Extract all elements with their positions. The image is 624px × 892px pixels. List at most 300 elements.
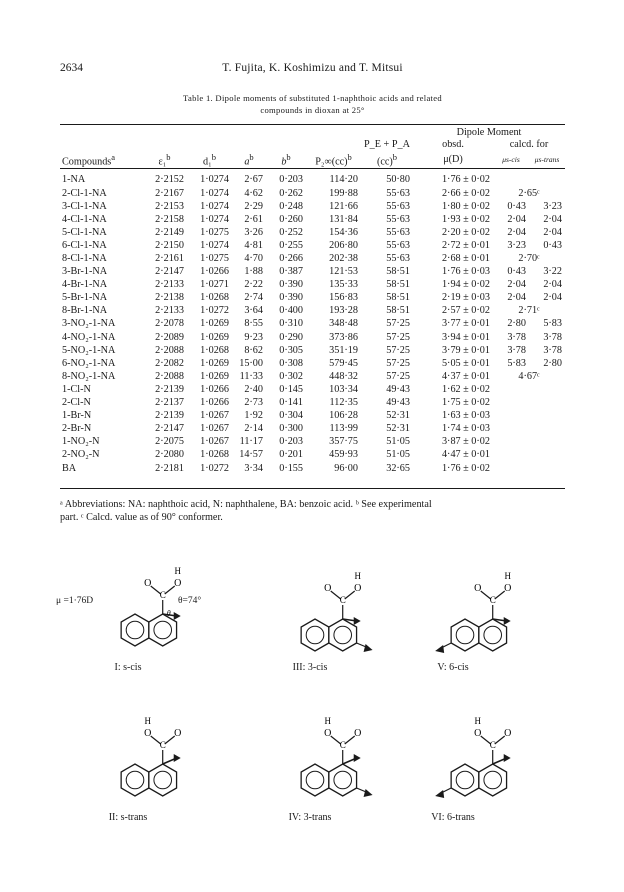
arrow-head <box>504 754 511 762</box>
eps-cell: 2·2078 <box>155 318 184 330</box>
mu-trans-cell <box>529 422 565 435</box>
oxygen-atom: O <box>324 728 332 739</box>
mu-trans-cell <box>529 435 565 448</box>
b-cell: 0·305 <box>279 344 303 356</box>
structure-label: III: 3-cis <box>292 662 328 673</box>
b-cell: 0·390 <box>279 279 303 291</box>
mu-obsd-cell: 1·75 ± 0·02 <box>441 397 490 409</box>
header-pe-pa: P_E + P_A <box>364 139 410 150</box>
a-cell: 1·88 <box>244 266 263 278</box>
mu-cis-cell: 2·80 <box>507 318 526 330</box>
d-cell: 1·0268 <box>200 344 229 356</box>
ring-right <box>149 764 177 796</box>
mu-cis-cell: 2·04 <box>507 226 526 238</box>
table-row <box>60 186 565 199</box>
mu-calcd-90-cell: 2·71ᶜ <box>518 305 540 317</box>
p2-cell: 106·28 <box>329 410 358 422</box>
d-cell: 1·0266 <box>200 266 229 278</box>
eps-cell: 2·2075 <box>155 436 184 448</box>
p2-cell: 114·20 <box>329 174 358 186</box>
b-cell: 0·290 <box>279 331 303 343</box>
compound-cell: 8-NO₂-1-NA <box>62 370 116 382</box>
eps-cell: 2·2133 <box>155 305 184 317</box>
compound-cell: 2-Br-N <box>62 423 92 435</box>
compound-cell: 1-NO₂-N <box>62 436 100 448</box>
p2-cell: 121·53 <box>329 266 358 278</box>
table-row <box>60 331 565 344</box>
mu-trans-cell: 2·04 <box>543 226 562 238</box>
p2-cell: 156·83 <box>329 292 358 304</box>
hydrogen-atom: H <box>354 571 361 581</box>
compound-cell: 5-NO₂-1-NA <box>62 344 116 356</box>
mu-cis-cell: 3·23 <box>507 239 526 251</box>
a-cell: 9·23 <box>244 331 263 343</box>
carbon-atom: C <box>339 595 346 605</box>
structure-label: I: s-cis <box>114 662 142 673</box>
oxygen-atom: O <box>504 728 512 739</box>
p2-cell: 113·99 <box>329 423 358 435</box>
b-cell: 0·141 <box>279 397 303 409</box>
compound-cell: 3-Br-1-NA <box>62 266 108 278</box>
oxygen-atom: O <box>474 583 482 594</box>
b-cell: 0·302 <box>279 370 303 382</box>
eps-cell: 2·2080 <box>155 449 184 461</box>
mu-trans-cell: 0·43 <box>543 239 562 251</box>
ring-right <box>329 764 357 796</box>
aromatic-circle <box>334 626 352 644</box>
pe-pa-cell: 57·25 <box>386 357 410 369</box>
b-cell: 0·145 <box>279 383 303 395</box>
pe-pa-cell: 32·65 <box>386 462 410 474</box>
a-cell: 8·55 <box>244 318 263 330</box>
mu-cis-cell <box>493 448 529 461</box>
eps-cell: 2·2138 <box>155 292 184 304</box>
eps-cell: 2·2147 <box>155 423 184 435</box>
b-cell: 0·400 <box>279 305 303 317</box>
b-cell: 0·248 <box>279 200 303 212</box>
header-cc: (cc)$^b$ <box>376 152 398 168</box>
carbon-atom: C <box>339 740 346 750</box>
aromatic-circle <box>334 771 352 789</box>
mu-cis-cell <box>493 396 529 409</box>
eps-cell: 2·2139 <box>155 410 184 422</box>
pe-pa-cell: 51·05 <box>386 436 410 448</box>
hydrogen-atom: H <box>144 716 151 726</box>
mu-obsd-cell: 1·76 ± 0·02 <box>441 174 490 186</box>
a-cell: 2·40 <box>244 383 263 395</box>
a-cell: 3·64 <box>244 305 263 317</box>
a-cell: 2·73 <box>244 397 263 409</box>
eps-cell: 2·2139 <box>155 383 184 395</box>
b-cell: 0·252 <box>279 226 303 238</box>
mu-obsd-cell: 4·47 ± 0·01 <box>441 449 490 461</box>
p2-cell: 131·84 <box>329 213 358 225</box>
oxygen-atom: O <box>144 728 152 739</box>
a-cell: 2·61 <box>244 213 263 225</box>
pe-pa-cell: 55·63 <box>386 253 410 264</box>
b-cell: 0·300 <box>279 423 303 435</box>
mu-obsd-cell: 1·74 ± 0·03 <box>441 423 490 435</box>
d-cell: 1·0274 <box>200 174 229 186</box>
d-cell: 1·0275 <box>200 226 229 238</box>
b-cell: 0·201 <box>279 449 303 461</box>
pe-pa-cell: 55·63 <box>386 226 410 238</box>
compound-cell: 4-Br-1-NA <box>62 279 108 291</box>
mu-trans-cell <box>529 173 565 186</box>
mu-trans-cell: 2·80 <box>543 357 562 369</box>
structure-svg <box>420 560 550 665</box>
oxygen-atom: O <box>324 583 332 594</box>
structure-label: II: s-trans <box>108 812 148 823</box>
b-cell: 0·390 <box>279 292 303 304</box>
eps-cell: 2·2149 <box>155 226 184 238</box>
a-cell: 15·00 <box>239 357 263 369</box>
mu-trans-cell: 2·04 <box>543 292 562 304</box>
dipole-value-label: μ =1·76D <box>56 596 94 606</box>
mu-cis-cell: 3·78 <box>507 331 526 343</box>
mu-obsd-cell: 3·77 ± 0·01 <box>441 318 490 330</box>
a-cell: 1·92 <box>244 410 263 422</box>
a-cell: 2·22 <box>244 279 263 291</box>
mu-cis-cell <box>493 422 529 435</box>
pe-pa-cell: 57·25 <box>386 370 410 382</box>
oxygen-atom: O <box>504 583 512 594</box>
table-row <box>60 422 565 435</box>
p2-cell: 579·45 <box>329 357 358 369</box>
header-p2: P₂∞(cc)$^b$ <box>315 152 352 168</box>
d-cell: 1·0266 <box>200 383 229 395</box>
ring-left <box>451 619 479 651</box>
a-cell: 14·57 <box>239 449 263 461</box>
carbon-atom: C <box>159 590 166 600</box>
mu-cis-cell: 2·04 <box>507 213 526 225</box>
mu-obsd-cell: 4·37 ± 0·01 <box>441 370 490 382</box>
mu-cis-cell <box>493 435 529 448</box>
pe-pa-cell: 57·25 <box>386 318 410 330</box>
mu-cis-cell <box>493 409 529 422</box>
header-dipole-moment: Dipole Moment <box>456 127 522 138</box>
p2-cell: 351·19 <box>329 344 358 356</box>
compound-cell: 1-Br-N <box>62 410 92 422</box>
b-cell: 0·203 <box>279 174 303 186</box>
aromatic-circle <box>456 626 474 644</box>
carbon-atom: C <box>489 740 496 750</box>
mu-obsd-cell: 1·93 ± 0·02 <box>441 213 490 225</box>
d-cell: 1·0269 <box>200 331 229 343</box>
mu-obsd-cell: 1·62 ± 0·02 <box>441 383 490 395</box>
page-header <box>60 62 565 78</box>
dipole-moment-table <box>60 127 565 475</box>
p2-cell: 193·28 <box>329 305 358 317</box>
compound-cell: 5-Br-1-NA <box>62 292 108 304</box>
ring-left <box>301 764 329 796</box>
oxygen-atom: O <box>174 578 182 589</box>
mu-trans-cell: 3·23 <box>543 200 562 212</box>
d-cell: 1·0275 <box>200 253 229 264</box>
d-cell: 1·0267 <box>200 436 229 448</box>
arrow-head <box>354 754 361 762</box>
compound-cell: 1-Cl-N <box>62 383 91 395</box>
a-cell: 2·14 <box>244 423 263 435</box>
b-cell: 0·203 <box>279 436 303 448</box>
d-cell: 1·0267 <box>200 423 229 435</box>
arrow-head <box>435 645 444 653</box>
b-cell: 0·266 <box>279 253 303 264</box>
d-cell: 1·0274 <box>200 187 229 199</box>
structure-svg <box>90 555 220 660</box>
compound-cell: 6-Cl-1-NA <box>62 239 107 251</box>
d-cell: 1·0267 <box>200 410 229 422</box>
table-row <box>60 396 565 409</box>
mu-trans-cell: 3·22 <box>543 266 562 278</box>
pe-pa-cell: 55·63 <box>386 239 410 251</box>
table-top-rule <box>60 124 565 125</box>
d-cell: 1·0274 <box>200 239 229 251</box>
eps-cell: 2·2181 <box>155 462 184 474</box>
arrow-head <box>364 644 373 652</box>
header-b: $b^b$ <box>281 152 291 168</box>
table-row <box>60 200 565 213</box>
mu-obsd-cell: 3·94 ± 0·01 <box>441 331 490 343</box>
mu-obsd-cell: 1·76 ± 0·03 <box>441 266 490 278</box>
table-row <box>60 435 565 448</box>
p2-cell: 199·88 <box>329 187 358 199</box>
mu-obsd-cell: 2·68 ± 0·01 <box>441 253 490 264</box>
pe-pa-cell: 50·80 <box>386 174 410 186</box>
p2-cell: 348·48 <box>329 318 358 330</box>
arrow-head <box>504 617 511 625</box>
aromatic-circle <box>456 771 474 789</box>
eps-cell: 2·2088 <box>155 344 184 356</box>
table-row <box>60 370 565 383</box>
carbon-atom: C <box>489 595 496 605</box>
table-row <box>60 226 565 239</box>
a-cell: 2·29 <box>244 200 263 212</box>
b-cell: 0·260 <box>279 213 303 225</box>
p2-cell: 96·00 <box>334 462 358 474</box>
p2-cell: 206·80 <box>329 239 358 251</box>
naphthoic-structure-1 <box>90 555 220 660</box>
table-row <box>60 213 565 226</box>
p2-cell: 373·86 <box>329 331 358 343</box>
aromatic-circle <box>484 626 502 644</box>
arrow-head <box>435 790 444 798</box>
oxygen-atom: O <box>354 583 362 594</box>
table-row <box>60 173 565 186</box>
ring-right <box>329 619 357 651</box>
b-cell: 0·308 <box>279 357 303 369</box>
mu-obsd-cell: 1·94 ± 0·02 <box>441 279 490 291</box>
compound-cell: 2-NO₂-N <box>62 449 100 461</box>
header-eps: ε₁$^b$ <box>158 152 171 168</box>
mu-obsd-cell: 3·87 ± 0·02 <box>441 436 490 448</box>
structure-label: IV: 3-trans <box>288 812 332 823</box>
arrow-head <box>354 617 361 625</box>
mu-calcd-90-cell: 2·65ᶜ <box>518 187 540 199</box>
p2-cell: 112·35 <box>329 397 358 409</box>
caption-line-1: Table 1. Dipole moments of substituted 1-naphthoic acids and related <box>183 93 442 103</box>
arrow-head <box>364 789 373 797</box>
a-cell: 11·33 <box>239 370 263 382</box>
table-row <box>60 317 565 330</box>
mu-obsd-cell: 5·05 ± 0·01 <box>441 357 490 369</box>
table-row <box>60 291 565 304</box>
eps-cell: 2·2167 <box>155 187 184 199</box>
pe-pa-cell: 55·63 <box>386 213 410 225</box>
mu-obsd-cell: 1·76 ± 0·02 <box>441 462 490 474</box>
table-row <box>60 357 565 370</box>
header-mu: μ(D) <box>443 153 463 165</box>
eps-cell: 2·2089 <box>155 331 184 343</box>
table-row <box>60 265 565 278</box>
compound-cell: BA <box>62 462 77 474</box>
eps-cell: 2·2150 <box>155 239 184 251</box>
b-cell: 0·387 <box>279 266 303 278</box>
aromatic-circle <box>154 771 172 789</box>
mu-obsd-cell: 1·80 ± 0·02 <box>441 200 490 212</box>
compound-cell: 3-NO₂-1-NA <box>62 318 116 330</box>
b-cell: 0·155 <box>279 462 303 474</box>
b-cell: 0·262 <box>279 187 303 199</box>
structure-svg <box>270 560 400 665</box>
ring-left <box>451 764 479 796</box>
compound-cell: 5-Cl-1-NA <box>62 226 107 238</box>
a-cell: 4·81 <box>244 239 263 251</box>
compound-cell: 1-NA <box>62 174 86 186</box>
structure-label: V: 6-cis <box>437 662 469 673</box>
pe-pa-cell: 52·31 <box>386 410 410 422</box>
mu-trans-cell: 3·78 <box>543 344 562 356</box>
pe-pa-cell: 58·51 <box>386 279 410 291</box>
table-row <box>60 252 565 265</box>
carbon-atom: C <box>159 740 166 750</box>
pe-pa-cell: 58·51 <box>386 266 410 278</box>
oxygen-atom: O <box>144 578 152 589</box>
header-d: d₁$^b$ <box>203 152 216 168</box>
eps-cell: 2·2137 <box>155 397 184 409</box>
pe-pa-cell: 52·31 <box>386 423 410 435</box>
structure-svg <box>420 705 550 810</box>
mu-trans-cell: 2·04 <box>543 279 562 291</box>
mu-trans-cell <box>529 448 565 461</box>
mu-cis-cell <box>493 173 529 186</box>
compound-cell: 4-Cl-1-NA <box>62 213 107 225</box>
b-cell: 0·255 <box>279 239 303 251</box>
angle-value-label: θ=74° <box>178 596 202 606</box>
naphthoic-structure-2 <box>270 560 400 665</box>
oxygen-atom: O <box>354 728 362 739</box>
hydrogen-atom: H <box>174 566 181 576</box>
table-row <box>60 383 565 396</box>
aromatic-circle <box>126 771 144 789</box>
oxygen-atom: O <box>174 728 182 739</box>
table-footnote <box>60 498 565 524</box>
compound-cell: 4-NO₂-1-NA <box>62 331 116 343</box>
pe-pa-cell: 51·05 <box>386 449 410 461</box>
eps-cell: 2·2147 <box>155 266 184 278</box>
table-row <box>60 239 565 252</box>
mu-cis-cell: 2·04 <box>507 292 526 304</box>
naphthoic-structure-4 <box>90 705 220 810</box>
compound-cell: 3-Cl-1-NA <box>62 200 107 212</box>
structure-label: VI: 6-trans <box>431 812 475 823</box>
p2-cell: 121·66 <box>329 200 358 212</box>
mu-obsd-cell: 3·79 ± 0·01 <box>441 344 490 356</box>
mu-obsd-cell: 2·72 ± 0·01 <box>441 239 490 251</box>
header-obsd: obsd. <box>442 139 464 150</box>
ring-right <box>479 764 507 796</box>
page-number: 2634 <box>60 62 83 74</box>
compound-cell: 8-Cl-1-NA <box>62 253 107 264</box>
a-cell: 4·62 <box>244 187 263 199</box>
ring-right <box>479 619 507 651</box>
naphthoic-structure-5 <box>270 705 400 810</box>
arrow-head <box>174 754 181 762</box>
ring-left <box>121 764 149 796</box>
d-cell: 1·0268 <box>200 449 229 461</box>
aromatic-circle <box>126 621 144 639</box>
mu-trans-cell: 5·83 <box>543 318 562 330</box>
table-row <box>60 304 565 317</box>
mu-obsd-cell: 2·57 ± 0·02 <box>441 305 490 317</box>
p2-cell: 459·93 <box>329 449 358 461</box>
mu-cis-cell: 5·83 <box>507 357 526 369</box>
d-cell: 1·0269 <box>200 370 229 382</box>
mu-cis-cell: 2·04 <box>507 279 526 291</box>
eps-cell: 2·2088 <box>155 370 184 382</box>
pe-pa-cell: 55·63 <box>386 200 410 212</box>
a-cell: 4·70 <box>244 253 263 264</box>
pe-pa-cell: 55·63 <box>386 187 410 199</box>
pe-pa-cell: 57·25 <box>386 331 410 343</box>
hydrogen-atom: H <box>324 716 331 726</box>
aromatic-circle <box>154 621 172 639</box>
structure-svg <box>270 705 400 810</box>
d-cell: 1·0269 <box>200 318 229 330</box>
a-cell: 2·67 <box>244 174 263 186</box>
hydrogen-atom: H <box>474 716 481 726</box>
mu-trans-cell: 2·04 <box>543 213 562 225</box>
arrow-head <box>174 612 181 620</box>
pe-pa-cell: 58·51 <box>386 292 410 304</box>
angle-theta: θ <box>166 609 171 618</box>
aromatic-circle <box>484 771 502 789</box>
d-cell: 1·0274 <box>200 200 229 212</box>
oxygen-atom: O <box>474 728 482 739</box>
table-caption <box>60 92 565 116</box>
p2-cell: 135·33 <box>329 279 358 291</box>
b-cell: 0·310 <box>279 318 303 330</box>
table-row <box>60 409 565 422</box>
table-row <box>60 278 565 291</box>
mu-obsd-cell: 2·66 ± 0·02 <box>441 187 490 199</box>
mu-cis-cell <box>493 461 529 474</box>
pe-pa-cell: 57·25 <box>386 344 410 356</box>
a-cell: 2·74 <box>244 292 263 304</box>
p2-cell: 357·75 <box>329 436 358 448</box>
compound-cell: 6-NO₂-1-NA <box>62 357 116 369</box>
d-cell: 1·0272 <box>200 305 229 317</box>
eps-cell: 2·2152 <box>155 174 184 186</box>
p2-cell: 154·36 <box>329 226 358 238</box>
table-bottom-rule <box>60 488 565 489</box>
eps-cell: 2·2153 <box>155 200 184 212</box>
compound-cell: 2-Cl-N <box>62 397 91 409</box>
d-cell: 1·0269 <box>200 357 229 369</box>
d-cell: 1·0274 <box>200 213 229 225</box>
header-a: $a^b$ <box>244 152 254 168</box>
pe-pa-cell: 49·43 <box>386 383 410 395</box>
